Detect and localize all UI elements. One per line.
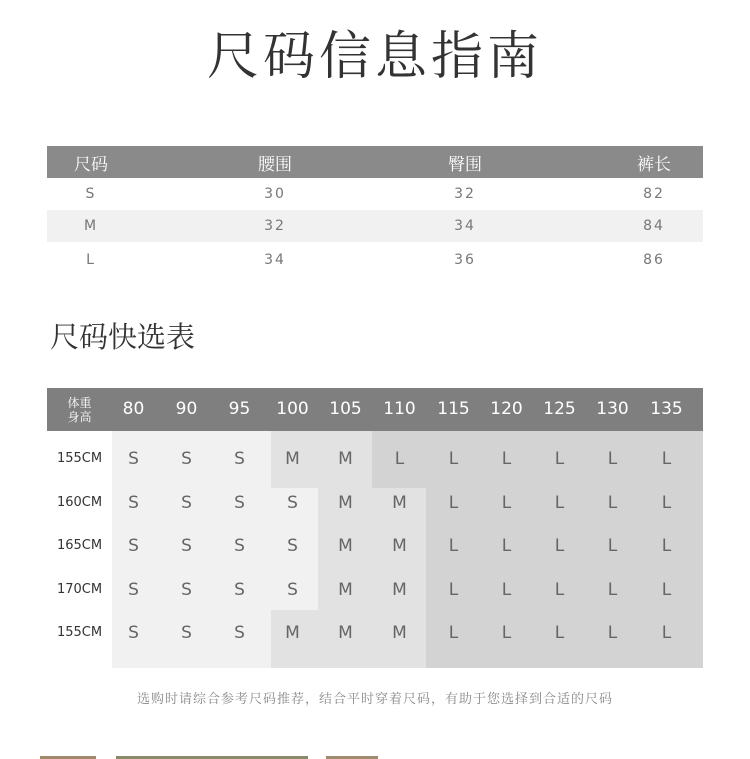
size-cell: S bbox=[181, 449, 192, 469]
size-cell: L bbox=[554, 623, 565, 643]
size-cell: M bbox=[392, 493, 407, 513]
size-table-header bbox=[47, 146, 703, 178]
size-cell: L bbox=[448, 493, 459, 513]
size-cell: L bbox=[607, 449, 618, 469]
table-row bbox=[47, 242, 703, 278]
size-cell: S bbox=[181, 493, 192, 513]
size-cell: L bbox=[607, 493, 618, 513]
cell-size: S bbox=[85, 186, 97, 202]
height-label: 155CM bbox=[56, 451, 103, 466]
cell-length: 86 bbox=[643, 252, 665, 268]
cell-size: M bbox=[83, 218, 99, 234]
size-cell: S bbox=[181, 536, 192, 556]
weight-header: 115 bbox=[437, 399, 470, 419]
size-cell: M bbox=[338, 493, 353, 513]
size-cell: M bbox=[338, 580, 353, 600]
quick-table-header bbox=[47, 388, 703, 431]
footnote: 选购时请综合参考尺码推荐，结合平时穿着尺码，有助于您选择到合适的尺码 bbox=[136, 692, 613, 707]
size-cell: M bbox=[285, 449, 300, 469]
height-label: 165CM bbox=[56, 538, 103, 553]
quick-table-body bbox=[47, 431, 703, 668]
size-cell: M bbox=[392, 580, 407, 600]
header-size: 尺码 bbox=[74, 154, 108, 175]
size-cell: S bbox=[181, 580, 192, 600]
cell-waist: 32 bbox=[264, 218, 286, 234]
size-cell: L bbox=[448, 449, 459, 469]
weight-header: 100 bbox=[276, 399, 309, 419]
size-cell: S bbox=[128, 536, 139, 556]
weight-header: 110 bbox=[383, 399, 416, 419]
quick-select-table bbox=[47, 388, 703, 668]
table-row bbox=[47, 178, 703, 210]
size-cell: S bbox=[234, 449, 245, 469]
size-cell: L bbox=[448, 580, 459, 600]
size-cell: L bbox=[661, 580, 672, 600]
size-cell: L bbox=[501, 449, 512, 469]
weight-header: 130 bbox=[596, 399, 629, 419]
size-cell: S bbox=[287, 580, 298, 600]
page-title: 尺码信息指南 bbox=[206, 27, 543, 87]
size-cell: L bbox=[501, 493, 512, 513]
size-cell: S bbox=[128, 449, 139, 469]
size-cell: S bbox=[234, 580, 245, 600]
cell-hip: 36 bbox=[454, 252, 476, 268]
size-cell: S bbox=[128, 580, 139, 600]
size-cell: S bbox=[181, 623, 192, 643]
size-cell: L bbox=[607, 580, 618, 600]
size-cell: L bbox=[661, 449, 672, 469]
size-cell: M bbox=[338, 449, 353, 469]
size-cell: L bbox=[501, 580, 512, 600]
quick-select-title: 尺码快选表 bbox=[50, 320, 196, 354]
cell-length: 82 bbox=[643, 186, 665, 202]
height-label: 155CM bbox=[56, 625, 103, 640]
weight-header: 90 bbox=[175, 399, 198, 419]
table-row bbox=[47, 210, 703, 242]
size-cell: S bbox=[234, 493, 245, 513]
cell-hip: 32 bbox=[454, 186, 476, 202]
size-cell: L bbox=[661, 536, 672, 556]
size-cell: L bbox=[554, 449, 565, 469]
size-cell: L bbox=[501, 536, 512, 556]
weight-header: 120 bbox=[490, 399, 523, 419]
corner-weight-label: 体重 bbox=[67, 395, 92, 410]
size-cell: L bbox=[394, 449, 405, 469]
cell-waist: 34 bbox=[264, 252, 286, 268]
size-cell: L bbox=[607, 623, 618, 643]
size-cell: L bbox=[501, 623, 512, 643]
size-cell: M bbox=[392, 536, 407, 556]
size-cell: L bbox=[661, 623, 672, 643]
header-length: 裤长 bbox=[637, 154, 671, 175]
cell-waist: 30 bbox=[264, 186, 286, 202]
corner-height-label: 身高 bbox=[67, 409, 92, 424]
height-label: 160CM bbox=[56, 495, 103, 510]
weight-header: 135 bbox=[650, 399, 683, 419]
weight-header: 80 bbox=[122, 399, 145, 419]
size-cell: L bbox=[554, 536, 565, 556]
weight-header: 105 bbox=[329, 399, 362, 419]
header-hip: 臀围 bbox=[448, 154, 482, 175]
size-info-table bbox=[47, 146, 703, 278]
size-cell: L bbox=[448, 536, 459, 556]
size-cell: M bbox=[338, 536, 353, 556]
size-cell: S bbox=[128, 623, 139, 643]
size-cell: L bbox=[607, 536, 618, 556]
cell-size: L bbox=[86, 252, 96, 268]
size-cell: L bbox=[554, 580, 565, 600]
size-cell: S bbox=[128, 493, 139, 513]
cell-hip: 34 bbox=[454, 218, 476, 234]
height-label: 170CM bbox=[56, 582, 103, 597]
weight-header: 125 bbox=[543, 399, 576, 419]
size-cell: L bbox=[661, 493, 672, 513]
weight-header: 95 bbox=[228, 399, 251, 419]
header-waist: 腰围 bbox=[258, 154, 292, 175]
size-cell: S bbox=[234, 623, 245, 643]
size-cell: M bbox=[285, 623, 300, 643]
header-corner bbox=[47, 388, 112, 431]
size-cell: L bbox=[448, 623, 459, 643]
size-cell: M bbox=[338, 623, 353, 643]
size-cell: S bbox=[287, 536, 298, 556]
cell-length: 84 bbox=[643, 218, 665, 234]
size-cell: M bbox=[392, 623, 407, 643]
size-cell: S bbox=[287, 493, 298, 513]
size-cell: S bbox=[234, 536, 245, 556]
size-cell: L bbox=[554, 493, 565, 513]
